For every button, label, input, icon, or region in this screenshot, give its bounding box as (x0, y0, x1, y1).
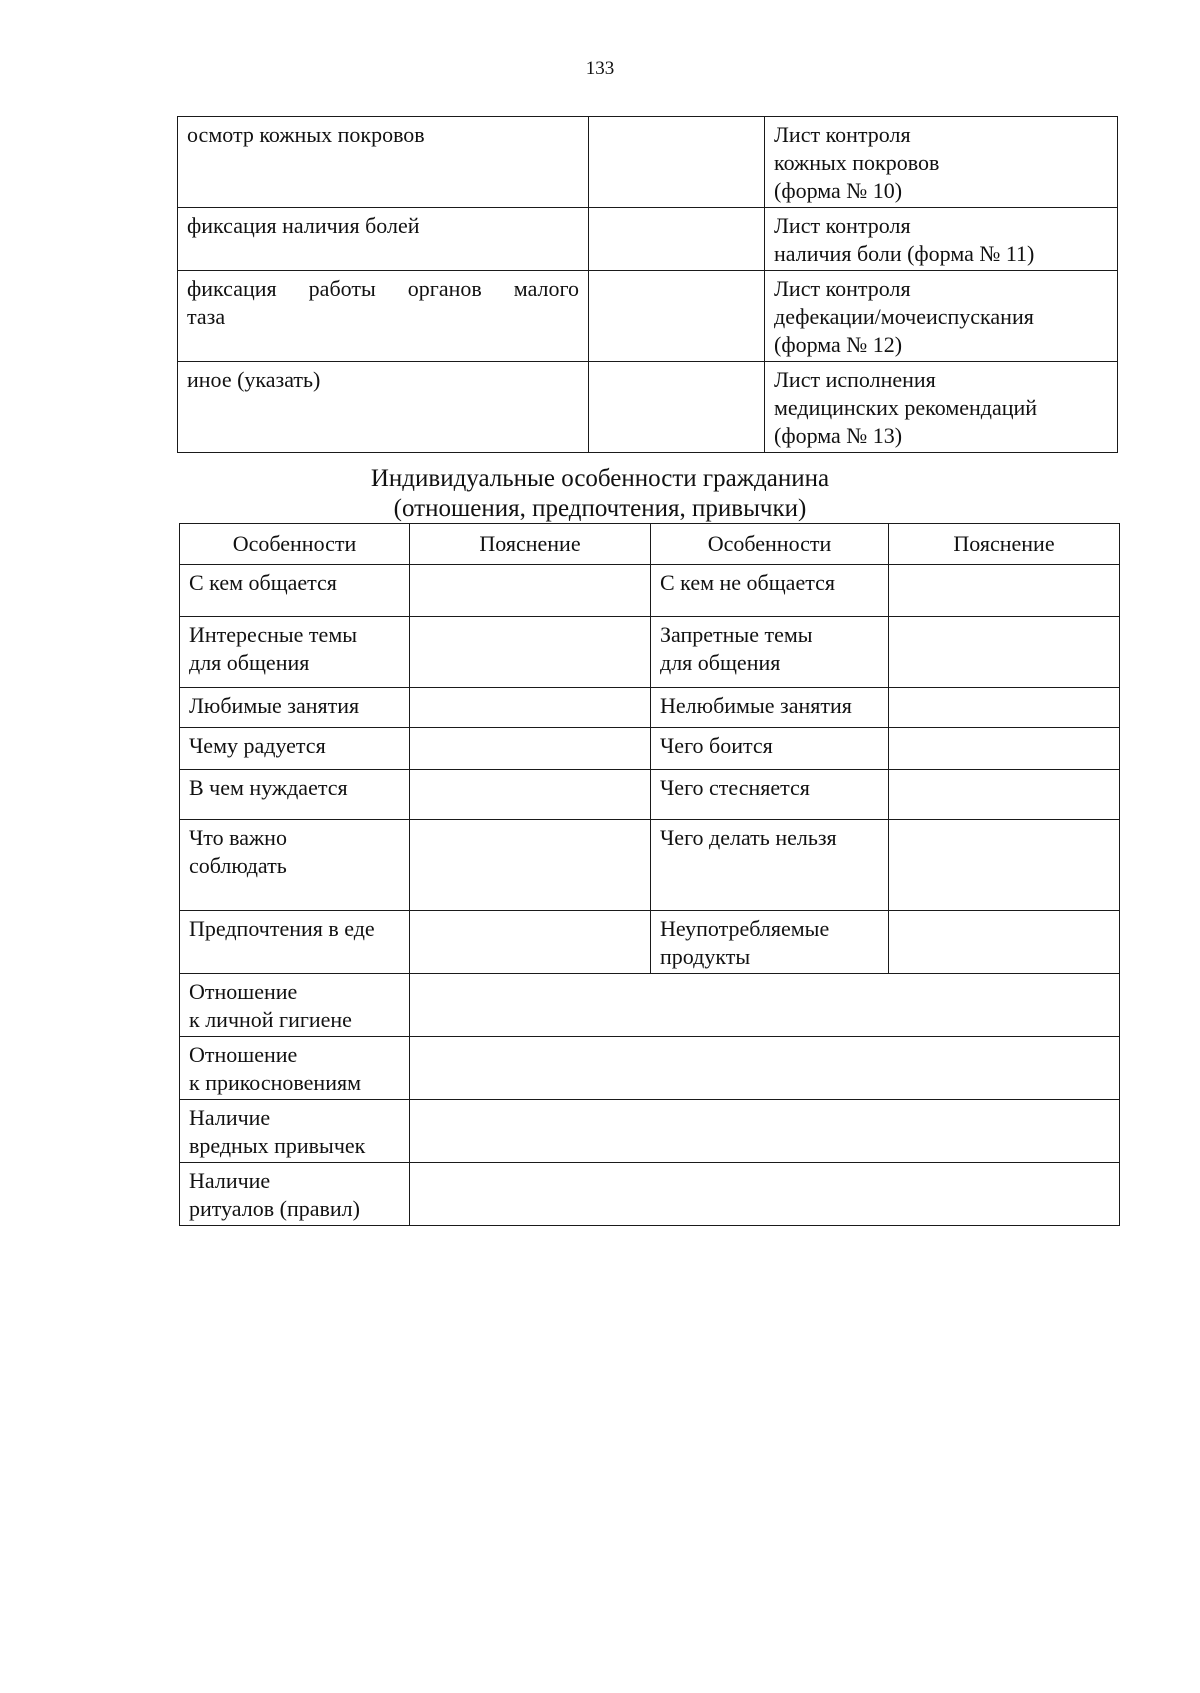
section-title-line: Индивидуальные особенности гражданина (370, 465, 830, 492)
feature-line: Предпочтения в еде (189, 916, 375, 941)
feature-label-cell (180, 1037, 410, 1100)
feature-line: Любимые занятия (189, 693, 360, 718)
explanation-cell[interactable] (889, 728, 1120, 770)
activity-cell: фиксация наличия болей (178, 208, 589, 271)
explanation-cell[interactable] (410, 688, 651, 728)
feature-line: ритуалов (правил) (189, 1196, 360, 1221)
explanation-cell[interactable] (889, 688, 1120, 728)
feature-label-cell (651, 617, 889, 688)
feature-line: Наличие (189, 1168, 271, 1193)
explanation-cell[interactable] (410, 770, 651, 820)
explanation-cell[interactable] (410, 1100, 1120, 1163)
page-number: 133 (585, 58, 615, 79)
feature-line: к личной гигиене (189, 1007, 352, 1032)
table-row (180, 1100, 1120, 1163)
feature-line: Нелюбимые занятия (660, 693, 852, 718)
feature-label-cell (651, 565, 889, 617)
feature-label-cell (180, 974, 410, 1037)
form-line: (форма № 13) (774, 423, 903, 448)
feature-label-cell (651, 770, 889, 820)
feature-label-cell (180, 565, 410, 617)
explanation-cell[interactable] (889, 911, 1120, 974)
explanation-cell[interactable] (889, 770, 1120, 820)
table-row (180, 688, 1120, 728)
table-row (178, 117, 1118, 208)
feature-line: соблюдать (189, 853, 287, 878)
explanation-cell[interactable] (410, 565, 651, 617)
activity-line: фиксация работы органов малого (187, 276, 579, 301)
activity-cell: иное (указать) (178, 362, 589, 453)
explanation-cell[interactable] (410, 820, 651, 911)
activity-cell (178, 271, 589, 362)
column-header: Особенности (651, 524, 889, 565)
blank-cell[interactable] (589, 117, 765, 208)
feature-line: В чем нуждается (189, 775, 348, 800)
table-row (180, 911, 1120, 974)
form-reference-cell (765, 362, 1118, 453)
form-line: наличия боли (форма № 11) (774, 241, 1035, 266)
feature-line: Наличие (189, 1105, 271, 1130)
monitoring-table (177, 116, 1118, 453)
explanation-cell[interactable] (410, 911, 651, 974)
feature-line: С кем общается (189, 570, 337, 595)
column-header: Особенности (180, 524, 410, 565)
feature-line: Чему радуется (189, 733, 326, 758)
feature-label-cell (651, 820, 889, 911)
explanation-cell[interactable] (410, 1037, 1120, 1100)
table-row (178, 208, 1118, 271)
form-line: дефекации/мочеиспускания (774, 304, 1034, 329)
feature-line: Чего делать нельзя (660, 825, 837, 850)
form-reference-cell (765, 208, 1118, 271)
feature-line: для общения (189, 650, 310, 675)
feature-line: Чего боится (660, 733, 773, 758)
explanation-cell[interactable] (410, 974, 1120, 1037)
explanation-cell[interactable] (410, 617, 651, 688)
blank-cell[interactable] (589, 271, 765, 362)
feature-label-cell (651, 728, 889, 770)
table-row (180, 1037, 1120, 1100)
section-subtitle-line: (отношения, предпочтения, привычки) (393, 495, 807, 522)
blank-cell[interactable] (589, 362, 765, 453)
column-header: Пояснение (889, 524, 1120, 565)
form-line: медицинских рекомендаций (774, 395, 1038, 420)
explanation-cell[interactable] (410, 728, 651, 770)
feature-line: Что важно (189, 825, 287, 850)
explanation-cell[interactable] (889, 617, 1120, 688)
form-line: Лист контроля (774, 122, 911, 147)
form-line: кожных покровов (774, 150, 940, 175)
table-row (180, 974, 1120, 1037)
feature-label-cell (180, 1100, 410, 1163)
feature-line: вредных привычек (189, 1133, 366, 1158)
feature-label-cell (180, 617, 410, 688)
table-row (180, 617, 1120, 688)
table-row (180, 1163, 1120, 1226)
features-table (179, 523, 1120, 1226)
feature-line: для общения (660, 650, 781, 675)
feature-line: к прикосновениям (189, 1070, 362, 1095)
feature-label-cell (180, 911, 410, 974)
feature-line: Отношение (189, 979, 298, 1004)
blank-cell[interactable] (589, 208, 765, 271)
feature-label-cell (651, 911, 889, 974)
feature-line: С кем не общается (660, 570, 835, 595)
feature-label-cell (180, 820, 410, 911)
feature-label-cell (180, 688, 410, 728)
feature-label-cell (651, 688, 889, 728)
section-title (0, 464, 1200, 524)
explanation-cell[interactable] (410, 1163, 1120, 1226)
explanation-cell[interactable] (889, 820, 1120, 911)
column-header: Пояснение (410, 524, 651, 565)
table-header-row (180, 524, 1120, 565)
form-line: Лист исполнения (774, 367, 936, 392)
feature-label-cell (180, 728, 410, 770)
form-line: Лист контроля (774, 213, 911, 238)
form-reference-cell (765, 271, 1118, 362)
feature-line: Чего стесняется (660, 775, 810, 800)
feature-label-cell (180, 770, 410, 820)
table-row (178, 362, 1118, 453)
feature-label-cell (180, 1163, 410, 1226)
table-row (180, 820, 1120, 911)
feature-line: Отношение (189, 1042, 298, 1067)
table-row (178, 271, 1118, 362)
table-row (180, 728, 1120, 770)
explanation-cell[interactable] (889, 565, 1120, 617)
feature-line: Интересные темы (189, 622, 358, 647)
activity-cell: осмотр кожных покровов (178, 117, 589, 208)
feature-line: продукты (660, 944, 751, 969)
form-line: (форма № 10) (774, 178, 903, 203)
form-line: Лист контроля (774, 276, 911, 301)
table-row (180, 770, 1120, 820)
table-row (180, 565, 1120, 617)
form-line: (форма № 12) (774, 332, 903, 357)
form-reference-cell (765, 117, 1118, 208)
feature-line: Запретные темы (660, 622, 813, 647)
feature-line: Неупотребляемые (660, 916, 830, 941)
activity-line: таза (187, 304, 226, 329)
